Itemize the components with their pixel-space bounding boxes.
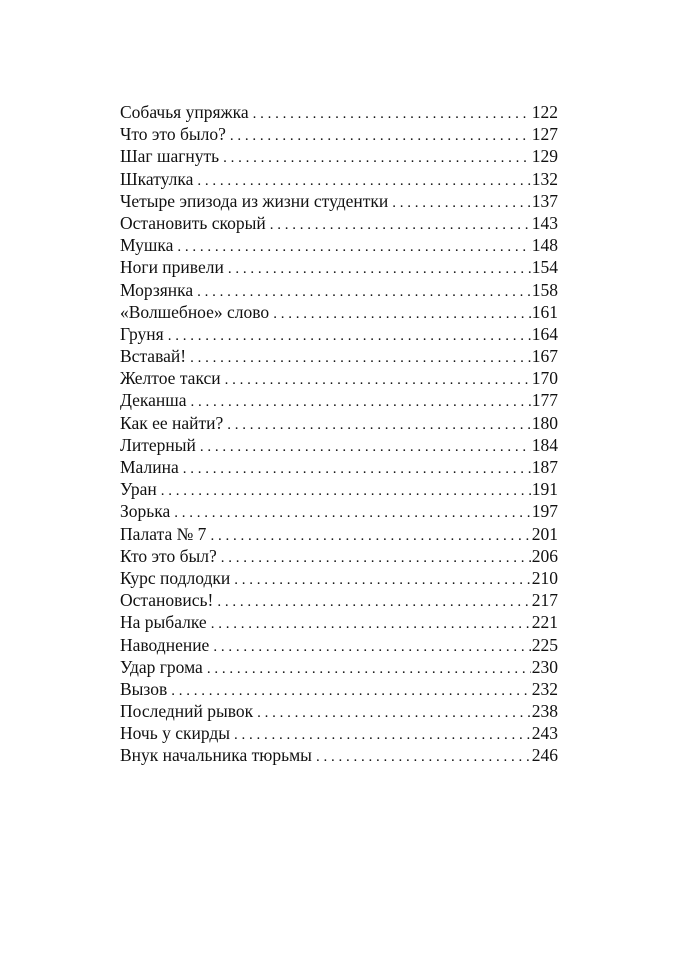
toc-entry-title: Кто это был?	[120, 545, 221, 567]
toc-entry	[120, 611, 558, 633]
toc-entry	[120, 190, 558, 212]
toc-entry	[120, 700, 558, 722]
dot-leader	[234, 724, 531, 746]
toc-entry-title: Как ее найти?	[120, 412, 227, 434]
dot-leader	[223, 147, 531, 169]
toc-entry-title: Четыре эпизода из жизни студентки	[120, 190, 392, 212]
dot-leader	[197, 170, 530, 192]
toc-entry-page-number: 137	[531, 190, 558, 211]
toc-entry-title: Шаг шагнуть	[120, 145, 223, 167]
dot-leader	[227, 414, 530, 436]
dot-leader	[171, 680, 530, 702]
toc-entry	[120, 500, 558, 522]
toc-entry	[120, 523, 558, 545]
dot-leader	[191, 391, 531, 413]
toc-entry-title: Груня	[120, 323, 168, 345]
toc-entry-title: Остановить скорый	[120, 212, 270, 234]
dot-leader	[230, 125, 531, 147]
dot-leader	[225, 369, 531, 391]
toc-entry-title: Литерный	[120, 434, 200, 456]
toc-entry-title: Желтое такси	[120, 367, 225, 389]
toc-entry-page-number: 210	[531, 567, 558, 588]
toc-entry-page-number: 167	[531, 346, 558, 367]
toc-entry	[120, 478, 558, 500]
dot-leader	[316, 746, 531, 768]
toc-entry	[120, 212, 558, 234]
dot-leader	[183, 458, 531, 480]
toc-entry	[120, 412, 558, 434]
toc-entry	[120, 678, 558, 700]
toc-entry	[120, 656, 558, 678]
dot-leader	[253, 103, 531, 125]
toc-entry-page-number: 246	[531, 745, 558, 766]
toc-entry	[120, 589, 558, 611]
dot-leader	[161, 480, 531, 502]
toc-entry-title: Вставай!	[120, 345, 190, 367]
toc-entry-page-number: 225	[531, 634, 558, 655]
dot-leader	[213, 636, 530, 658]
toc-entry-page-number: 170	[531, 368, 558, 389]
toc-entry-title: Удар грома	[120, 656, 207, 678]
toc-entry-page-number: 180	[531, 412, 558, 433]
toc-entry	[120, 123, 558, 145]
dot-leader	[177, 236, 530, 258]
dot-leader	[234, 569, 530, 591]
toc-entry-page-number: 132	[531, 168, 558, 189]
dot-leader	[217, 591, 530, 613]
toc-entry	[120, 256, 558, 278]
toc-entry-title: Собачья упряжка	[120, 101, 253, 123]
toc-entry-page-number: 148	[531, 235, 558, 256]
toc-entry-page-number: 158	[531, 279, 558, 300]
toc-entry	[120, 234, 558, 256]
dot-leader	[257, 702, 531, 724]
toc-entry-page-number: 177	[531, 390, 558, 411]
dot-leader	[228, 258, 531, 280]
toc-entry-title: Мушка	[120, 234, 177, 256]
toc-entry-title: Наводнение	[120, 634, 213, 656]
toc-entry-title: На рыбалке	[120, 611, 211, 633]
toc-entry-page-number: 232	[531, 678, 558, 699]
toc-entry-page-number: 197	[531, 501, 558, 522]
toc-entry-title: «Волшебное» слово	[120, 301, 273, 323]
toc-entry-title: Ноги привели	[120, 256, 228, 278]
toc-entry	[120, 456, 558, 478]
toc-entry-page-number: 127	[531, 124, 558, 145]
toc-entry-page-number: 129	[531, 146, 558, 167]
toc-entry	[120, 301, 558, 323]
table-of-contents	[120, 101, 558, 767]
toc-entry-page-number: 154	[531, 257, 558, 278]
toc-entry-page-number: 230	[531, 656, 558, 677]
dot-leader	[211, 613, 531, 635]
toc-entry-page-number: 164	[531, 323, 558, 344]
toc-entry-page-number: 191	[531, 479, 558, 500]
toc-entry-title: Малина	[120, 456, 183, 478]
toc-entry-title: Ночь у скирды	[120, 722, 234, 744]
toc-entry	[120, 367, 558, 389]
toc-entry	[120, 279, 558, 301]
toc-entry	[120, 101, 558, 123]
dot-leader	[200, 436, 531, 458]
toc-entry-page-number: 243	[531, 723, 558, 744]
toc-entry-title: Деканша	[120, 389, 191, 411]
toc-entry-page-number: 217	[531, 590, 558, 611]
toc-entry-title: Курс подлодки	[120, 567, 234, 589]
toc-entry-title: Шкатулка	[120, 168, 197, 190]
toc-entry-title: Зорька	[120, 500, 174, 522]
toc-entry-page-number: 201	[531, 523, 558, 544]
dot-leader	[392, 192, 530, 214]
dot-leader	[168, 325, 531, 347]
dot-leader	[273, 303, 531, 325]
toc-entry-title: Внук начальника тюрьмы	[120, 744, 316, 766]
toc-entry	[120, 722, 558, 744]
toc-entry	[120, 323, 558, 345]
toc-entry	[120, 145, 558, 167]
dot-leader	[207, 658, 531, 680]
toc-entry	[120, 744, 558, 766]
toc-entry-page-number: 238	[531, 701, 558, 722]
toc-entry-page-number: 122	[531, 102, 558, 122]
toc-entry-title: Морзянка	[120, 279, 197, 301]
toc-entry-page-number: 206	[531, 545, 558, 566]
dot-leader	[174, 502, 530, 524]
toc-entry	[120, 545, 558, 567]
toc-entry	[120, 168, 558, 190]
dot-leader	[221, 547, 531, 569]
toc-entry-page-number: 187	[531, 457, 558, 477]
dot-leader	[210, 525, 530, 547]
toc-entry-title: Остановись!	[120, 589, 217, 611]
toc-entry	[120, 567, 558, 589]
toc-entry-title: Уран	[120, 478, 161, 500]
toc-entry-page-number: 161	[531, 301, 558, 322]
toc-entry-title: Палата № 7	[120, 523, 210, 545]
dot-leader	[197, 281, 531, 303]
toc-entry	[120, 389, 558, 411]
toc-entry-title: Последний рывок	[120, 700, 257, 722]
toc-entry-title: Что это было?	[120, 123, 230, 145]
toc-entry-page-number: 143	[531, 212, 558, 233]
toc-entry-page-number: 184	[531, 434, 558, 455]
toc-entry-title: Вызов	[120, 678, 171, 700]
toc-entry-page-number: 221	[531, 612, 558, 633]
dot-leader	[270, 214, 531, 236]
toc-entry	[120, 345, 558, 367]
toc-entry	[120, 434, 558, 456]
toc-entry	[120, 634, 558, 656]
dot-leader	[190, 347, 531, 369]
